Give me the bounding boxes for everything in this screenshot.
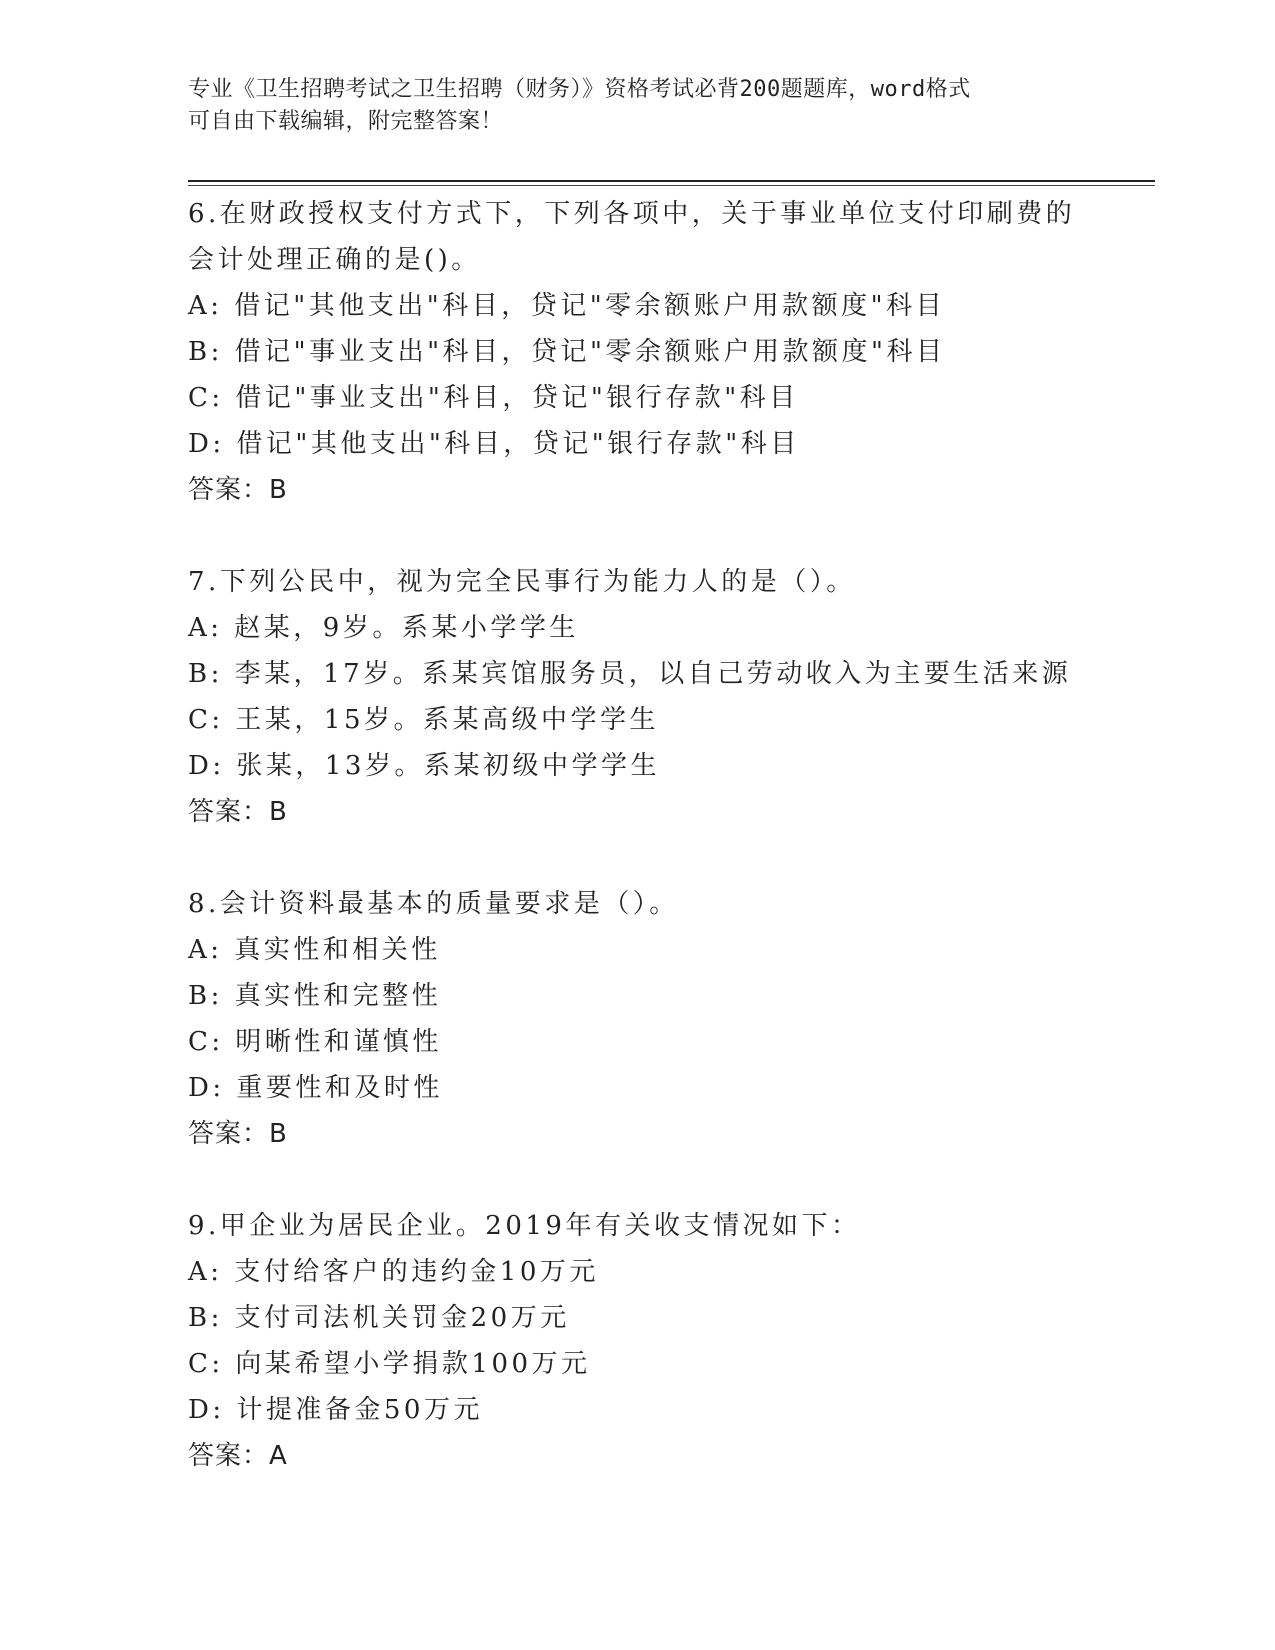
question-stem-line: 7.下列公民中，视为完全民事行为能力人的是（）。	[188, 567, 856, 597]
header-title-line-2: 可自由下载编辑，附完整答案！	[188, 109, 504, 134]
question-stem-line: 9.甲企业为居民企业。2019年有关收支情况如下：	[188, 1211, 861, 1241]
header-title-line-1: 专业《卫生招聘考试之卫生招聘（财务）》资格考试必背200题题库，word格式	[188, 77, 971, 102]
question-stem-line: 8.会计资料最基本的质量要求是（）。	[188, 889, 679, 919]
question-7	[188, 559, 1128, 835]
option-a: A: 真实性和相关性	[188, 935, 441, 965]
option-c: C: 明晰性和谨慎性	[188, 1027, 442, 1057]
option-d: D: 借记"其他支出"科目，贷记"银行存款"科目	[188, 429, 800, 459]
header-divider-thin	[188, 185, 1155, 186]
header-divider-thick	[188, 180, 1155, 182]
answer-line	[188, 1433, 1128, 1479]
answer-value: A	[269, 1441, 288, 1471]
option-a: A: 支付给客户的违约金10万元	[188, 1257, 599, 1287]
question-list	[188, 191, 1128, 1525]
option-b: B: 借记"事业支出"科目，贷记"零余额账户用款额度"科目	[188, 337, 946, 367]
option-c: C: 向某希望小学捐款100万元	[188, 1349, 591, 1379]
answer-line	[188, 1111, 1128, 1157]
option-a: A: 借记"其他支出"科目，贷记"零余额账户用款额度"科目	[188, 291, 946, 321]
question-6	[188, 191, 1128, 513]
option-c: C: 借记"事业支出"科目，贷记"银行存款"科目	[188, 383, 799, 413]
option-d: D: 计提准备金50万元	[188, 1395, 483, 1425]
question-9	[188, 1203, 1128, 1479]
option-b: B: 真实性和完整性	[188, 981, 442, 1011]
answer-label: 答案：	[188, 797, 270, 827]
option-a: A: 赵某，9岁。系某小学学生	[188, 613, 579, 643]
answer-value: B	[269, 797, 288, 827]
option-d: D: 重要性和及时性	[188, 1073, 443, 1103]
option-c: C: 王某，15岁。系某高级中学学生	[188, 705, 660, 735]
option-b: B: 李某，17岁。系某宾馆服务员，以自己劳动收入为主要生活来源	[188, 659, 1072, 689]
answer-label: 答案：	[188, 1119, 270, 1149]
option-b: B: 支付司法机关罚金20万元	[188, 1303, 570, 1333]
answer-line	[188, 789, 1128, 835]
question-stem-line: 会计处理正确的是()。	[188, 245, 481, 275]
answer-label: 答案：	[188, 1441, 270, 1471]
answer-label: 答案：	[188, 475, 270, 505]
answer-value: B	[269, 475, 288, 505]
question-8	[188, 881, 1128, 1157]
question-stem-line: 6.在财政授权支付方式下，下列各项中，关于事业单位支付印刷费的	[188, 199, 1076, 229]
document-header	[188, 74, 1088, 138]
answer-value: B	[269, 1119, 288, 1149]
answer-line	[188, 467, 1128, 513]
option-d: D: 张某，13岁。系某初级中学学生	[188, 751, 660, 781]
